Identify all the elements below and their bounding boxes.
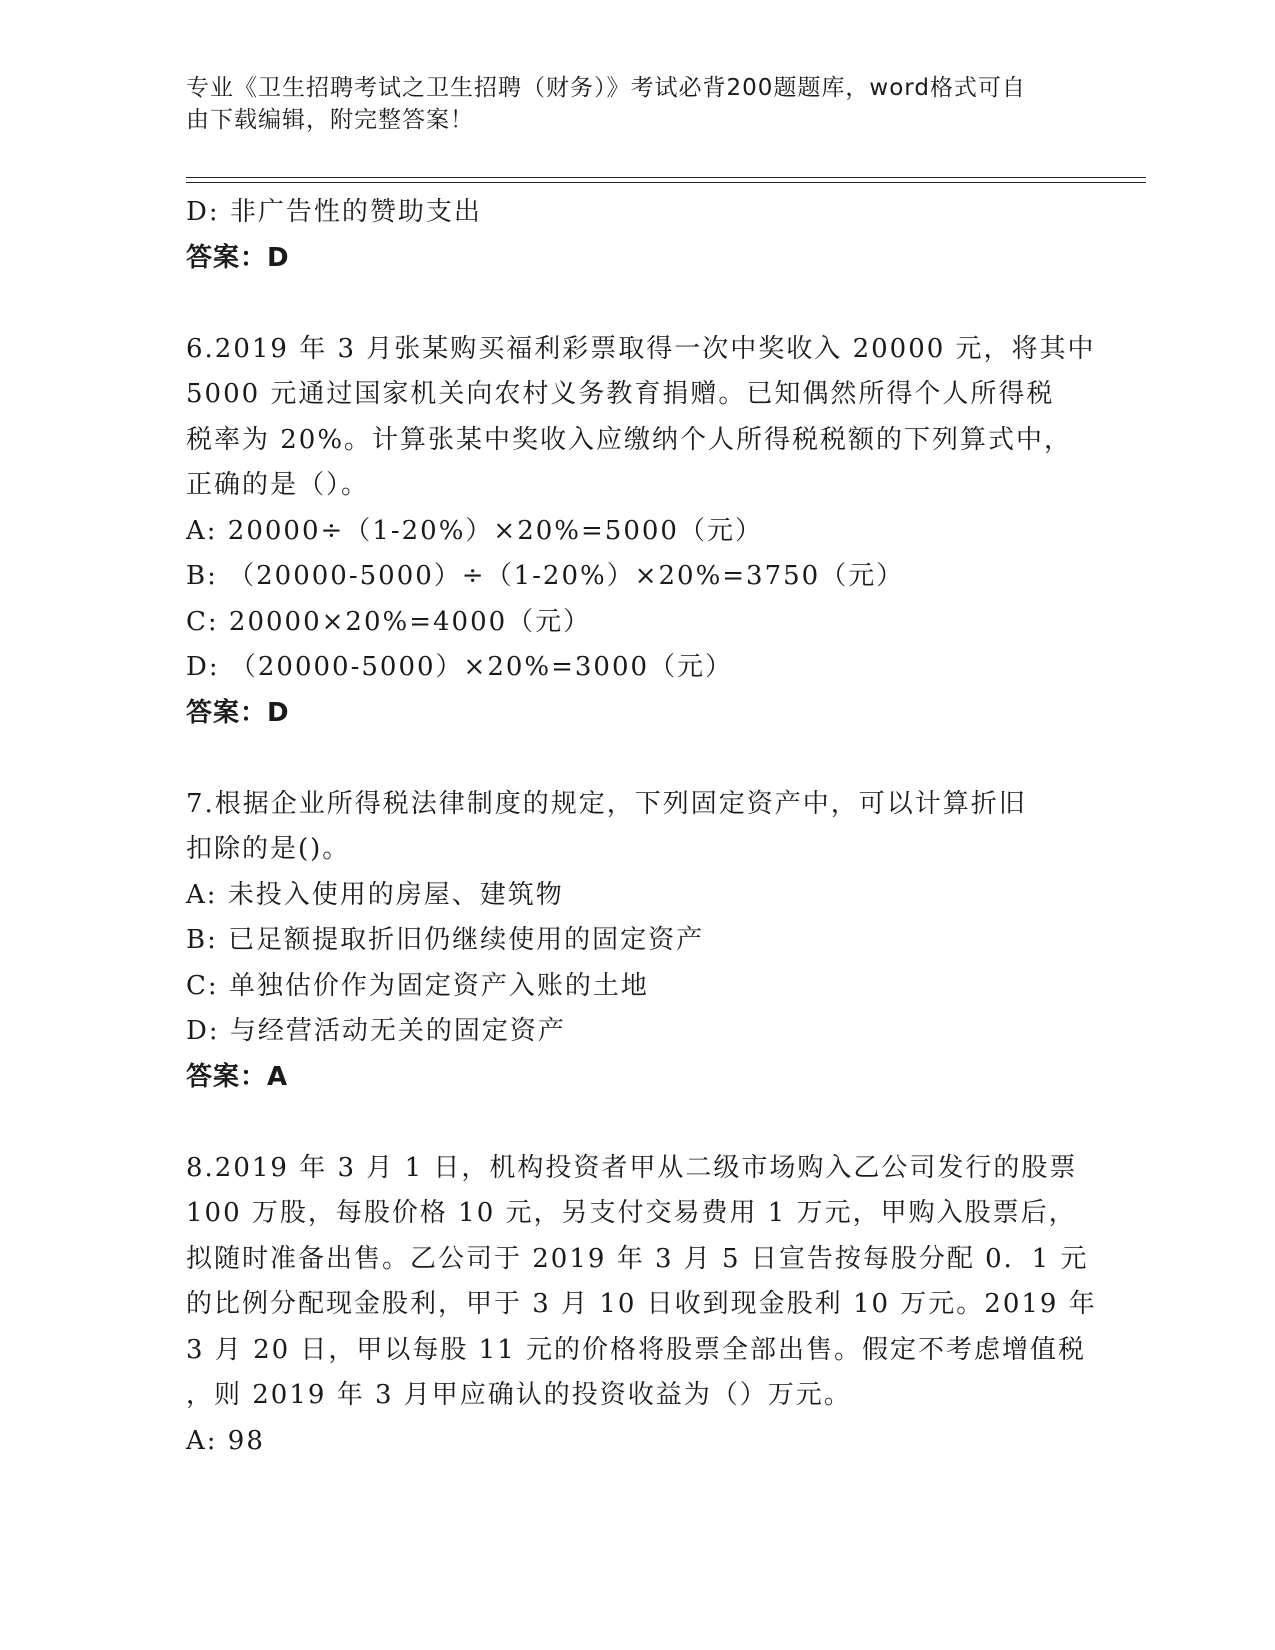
question-8 bbox=[186, 1146, 1097, 1465]
question-6-option-a: A: 20000÷（1-20%）×20%=5000（元） bbox=[186, 515, 763, 546]
question-8-stem-line: 3 月 20 日，甲以每股 11 元的价格将股票全部出售。假定不考虑增值税 bbox=[186, 1334, 1087, 1365]
question-7-option-b: B: 已足额提取折旧仍继续使用的固定资产 bbox=[186, 925, 705, 955]
question-7-option-d: D: 与经营活动无关的固定资产 bbox=[186, 1016, 566, 1046]
question-7-answer: 答案：A bbox=[186, 1061, 289, 1092]
document-body bbox=[186, 190, 1097, 1464]
question-7-option-c: C: 单独估价作为固定资产入账的土地 bbox=[186, 970, 649, 1001]
spacer bbox=[186, 281, 1086, 327]
prev-option-d: D: 非广告性的赞助支出 bbox=[186, 197, 482, 227]
question-6-option-d: D: （20000-5000）×20%=3000（元） bbox=[186, 652, 734, 682]
question-6-answer: 答案：D bbox=[186, 697, 290, 728]
header-divider-bottom bbox=[186, 182, 1146, 183]
question-7-option-a: A: 未投入使用的房屋、建筑物 bbox=[186, 879, 564, 910]
question-7-stem-line: 扣除的是()。 bbox=[186, 834, 351, 864]
question-7-stem-line: 7.根据企业所得税法律制度的规定，下列固定资产中，可以计算折旧 bbox=[186, 788, 1027, 819]
question-8-option-a: A: 98 bbox=[186, 1425, 265, 1456]
spacer bbox=[186, 1100, 1086, 1146]
question-6 bbox=[186, 327, 1096, 737]
header-line-1: 专业《卫生招聘考试之卫生招聘（财务）》考试必背200题题库，word格式可自 bbox=[186, 75, 1026, 101]
document-header bbox=[186, 72, 1066, 136]
question-6-stem-line: 6.2019 年 3 月张某购买福利彩票取得一次中奖收入 20000 元，将其中 bbox=[186, 333, 1096, 364]
question-8-stem-line: 拟随时准备出售。乙公司于 2019 年 3 月 5 日宣告按每股分配 0．1 元 bbox=[186, 1243, 1089, 1274]
question-6-option-b: B: （20000-5000）÷（1-20%）×20%=3750（元） bbox=[186, 561, 905, 591]
question-8-stem-line: ，则 2019 年 3 月甲应确认的投资收益为（）万元。 bbox=[186, 1380, 852, 1410]
prev-answer: 答案：D bbox=[186, 242, 290, 273]
question-8-stem-line: 的比例分配现金股利，甲于 3 月 10 日收到现金股利 10 万元。2019 年 bbox=[186, 1289, 1097, 1319]
question-7 bbox=[186, 782, 1086, 1101]
question-6-stem-line: 5000 元通过国家机关向农村义务教育捐赠。已知偶然所得个人所得税 bbox=[186, 379, 1055, 409]
header-divider-top bbox=[186, 177, 1146, 178]
question-8-stem-line: 100 万股，每股价格 10 元，另支付交易费用 1 万元，甲购入股票后， bbox=[186, 1198, 1077, 1228]
question-6-option-c: C: 20000×20%=4000（元） bbox=[186, 606, 592, 637]
question-6-stem-line: 税率为 20%。计算张某中奖收入应缴纳个人所得税税额的下列算式中， bbox=[186, 424, 1073, 455]
spacer bbox=[186, 736, 1086, 782]
question-6-stem-line: 正确的是（）。 bbox=[186, 470, 370, 500]
header-line-2: 由下载编辑，附完整答案！ bbox=[186, 107, 474, 133]
question-8-stem-line: 8.2019 年 3 月 1 日，机构投资者甲从二级市场购入乙公司发行的股票 bbox=[186, 1152, 1078, 1183]
